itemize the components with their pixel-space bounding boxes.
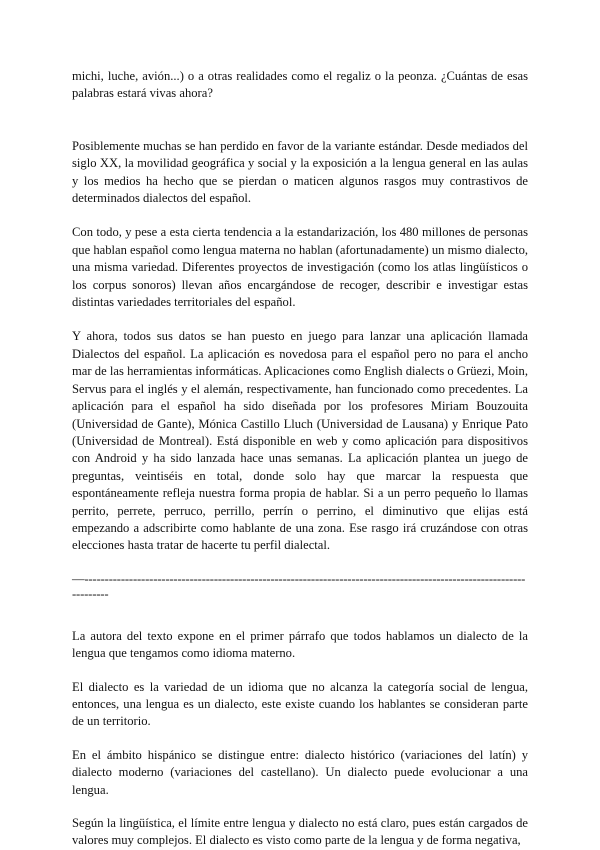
commentary-paragraph-2: El dialecto es la variedad de un idioma que no alcanza la categoría social de lengua, entonces, una lengua es un dialecto, este existe cuando los hablantes se consideran parte de un territorio. (72, 679, 528, 729)
commentary-paragraph-3: En el ámbito hispánico se distingue entre: dialecto histórico (variaciones del latín) y dialecto moderno (variaciones del castellano). Un dialecto puede evolucionar a una lengua. (72, 747, 528, 797)
intro-paragraph: michi, luche, avión...) o a otras realidades como el regaliz o la peonza. ¿Cuántas de esas palabras estará vivas ahora? (72, 69, 528, 101)
commentary-paragraph-1: La autora del texto expone en el primer párrafo que todos hablamos un dialecto de la lengua que tengamos como idioma materno. (72, 628, 528, 661)
body-paragraph-2: Con todo, y pese a esta cierta tendencia a la estandarización, los 480 millones de personas que hablan español como lengua materna no hablan (afortunadamente) un mismo dialecto, una misma variedad. Diferentes proyectos de investigación (como los atlas lingüísticos o los corpus sonoros) llevan años encargándose de recoger, describir e investigar estas distintas variedades territoriales del español. (72, 225, 529, 310)
commentary-paragraph-4: Según la lingüística, el límite entre lengua y dialecto no está claro, pues están cargados de valores muy complejos. El dialecto es visto como parte de la lengua y de forma negativa, (72, 816, 528, 848)
body-paragraph-1: Posiblemente muchas se han perdido en favor de la variante estándar. Desde mediados del siglo XX, la movilidad geográfica y social y la exposición a la lengua general en las aulas y los medios ha hecho que se pierdan o maticen algunos rasgos muy contrastivos de determinados dialectos del español. (72, 138, 528, 206)
body-paragraph-3: Y ahora, todos sus datos se han puesto en juego para lanzar una aplicación llamada Dialectos del español. La aplicación es novedosa para el español pero no para el ancho mar de las herramientas informáticas. Aplicaciones como English dialects o Grüezi, Moin, Servus para el inglés y el alemán, respectivamente, han funcionado como precedentes. La aplicación para el español ha sido diseñada por los profesores Miriam Bouzouita (Universidad de Gante), Mónica Castillo Lluch (Universidad de Lausana) y Enrique Pato (Universidad de Montreal). Está disponible en web y como aplicación para dispositivos con Android y ha sido lanzada hace unas semanas. La aplicación plantea un juego de preguntas, veintiséis en total, donde solo hay que marcar la respuesta que espontáneamente refleja nuestra forma propia de hablar. Si a un perro pequeño lo llamas perrito, perrete, perruco, perrillo, perrín o perrino, el diminutivo que elijas está empezando a adscribirte como hablante de una zona. Ese rasgo irá cruzándose con otras elecciones hasta tratar de hacerte tu perfil dialectal. (72, 329, 528, 553)
dashed-separator: —---------------------------------------------------------------------------------------------------------------------- (72, 571, 526, 601)
